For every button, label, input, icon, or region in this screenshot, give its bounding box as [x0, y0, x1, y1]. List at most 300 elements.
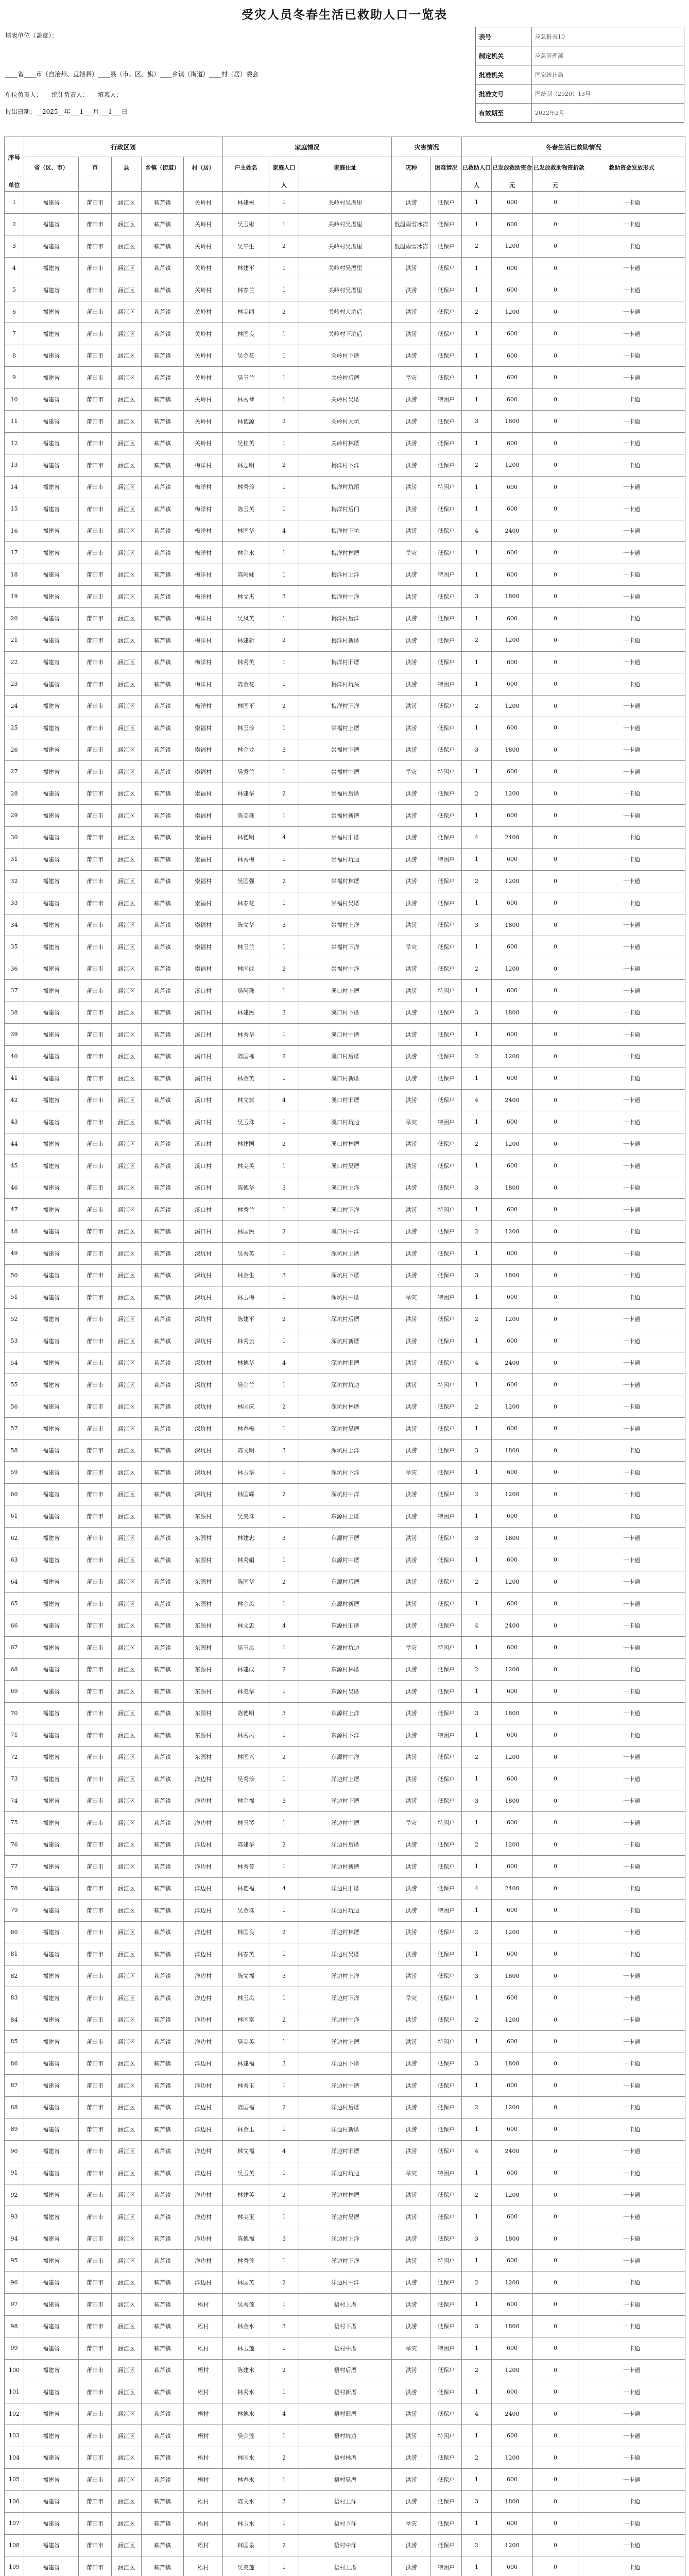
row-cash: 1200 — [492, 630, 533, 652]
row-method: 一卡通 — [578, 213, 685, 235]
row-relief-pop: 1 — [462, 1462, 492, 1484]
row-town: 萩芦镇 — [142, 2556, 184, 2576]
row-province: 福建省 — [24, 2359, 79, 2381]
row-relief-pop: 1 — [462, 1549, 492, 1571]
row-town: 萩芦镇 — [142, 1396, 184, 1418]
row-condition: 低保户 — [431, 586, 462, 608]
row-town: 萩芦镇 — [142, 1352, 184, 1374]
row-seq: 9 — [5, 367, 24, 389]
table-row — [5, 1593, 685, 1615]
row-village: 深坑村 — [184, 1396, 223, 1418]
row-cash: 600 — [492, 1067, 533, 1090]
row-head-name: 林秀兰 — [223, 1199, 269, 1221]
row-province: 福建省 — [24, 1286, 79, 1309]
table-row — [5, 980, 685, 1002]
row-county: 涵江区 — [112, 1155, 142, 1177]
row-county: 涵江区 — [112, 279, 142, 301]
row-condition: 低保户 — [431, 1418, 462, 1440]
row-head-name: 林德水 — [223, 2403, 269, 2425]
row-city: 莆田市 — [79, 2119, 112, 2141]
row-goods: 0 — [533, 2315, 578, 2337]
row-county: 涵江区 — [112, 1243, 142, 1265]
row-relief-pop: 3 — [462, 1790, 492, 1812]
row-address: 洋边村吴厝 — [299, 2206, 392, 2228]
row-village: 梅洋村 — [184, 586, 223, 608]
row-town: 萩芦镇 — [142, 2250, 184, 2272]
row-province: 福建省 — [24, 914, 79, 936]
row-town: 萩芦镇 — [142, 2162, 184, 2184]
row-county: 涵江区 — [112, 1812, 142, 1834]
row-condition: 特困户 — [431, 980, 462, 1002]
row-address: 深坑村下洋 — [299, 1462, 392, 1484]
filling-unit: 填表单位（盖章）： — [5, 32, 58, 39]
row-seq: 48 — [5, 1221, 24, 1243]
row-relief-pop: 3 — [462, 914, 492, 936]
row-seq: 62 — [5, 1527, 24, 1549]
row-seq: 40 — [5, 1045, 24, 1067]
row-family-pop: 4 — [269, 1352, 299, 1374]
row-relief-pop: 2 — [462, 783, 492, 805]
table-row — [5, 2228, 685, 2250]
row-disaster-type: 洪涝 — [392, 192, 431, 214]
row-method: 一卡通 — [578, 849, 685, 871]
row-county: 涵江区 — [112, 2250, 142, 2272]
row-goods: 0 — [533, 2447, 578, 2469]
row-city: 莆田市 — [79, 1900, 112, 1922]
row-cash: 600 — [492, 192, 533, 214]
row-cash: 600 — [492, 1024, 533, 1046]
row-town: 萩芦镇 — [142, 1374, 184, 1396]
row-method: 一卡通 — [578, 2403, 685, 2425]
row-condition: 低保户 — [431, 1527, 462, 1549]
row-county: 涵江区 — [112, 432, 142, 454]
table-row — [5, 564, 685, 586]
row-village: 洋边村 — [184, 2162, 223, 2184]
table-row — [5, 2469, 685, 2491]
row-cash: 1200 — [492, 1045, 533, 1067]
row-method: 一卡通 — [578, 2534, 685, 2556]
row-city: 莆田市 — [79, 739, 112, 761]
row-disaster-type: 洪涝 — [392, 1352, 431, 1374]
table-row — [5, 1418, 685, 1440]
row-seq: 47 — [5, 1199, 24, 1221]
row-relief-pop: 3 — [462, 411, 492, 433]
row-family-pop: 1 — [269, 498, 299, 520]
table-row — [5, 1724, 685, 1747]
row-seq: 72 — [5, 1746, 24, 1768]
row-county: 涵江区 — [112, 1330, 142, 1352]
table-row — [5, 454, 685, 477]
row-address: 洋边村下洋 — [299, 1987, 392, 2009]
row-relief-pop: 4 — [462, 520, 492, 542]
unit-label: 单位 — [5, 178, 24, 192]
row-condition: 低保户 — [431, 1746, 462, 1768]
row-province: 福建省 — [24, 1724, 79, 1747]
row-village: 崇福村 — [184, 717, 223, 739]
row-cash: 1200 — [492, 1746, 533, 1768]
row-county: 涵江区 — [112, 1308, 142, 1330]
row-address: 洋边村后厝 — [299, 2096, 392, 2119]
row-province: 福建省 — [24, 607, 79, 630]
row-city: 莆田市 — [79, 870, 112, 892]
row-seq: 39 — [5, 1024, 24, 1046]
row-goods: 0 — [533, 607, 578, 630]
row-disaster-type: 洪涝 — [392, 2250, 431, 2272]
row-disaster-type: 洪涝 — [392, 1768, 431, 1790]
row-goods: 0 — [533, 761, 578, 783]
table-row — [5, 1637, 685, 1659]
row-seq: 34 — [5, 914, 24, 936]
row-family-pop: 1 — [269, 432, 299, 454]
row-city: 莆田市 — [79, 783, 112, 805]
row-goods: 0 — [533, 630, 578, 652]
row-method: 一卡通 — [578, 411, 685, 433]
row-province: 福建省 — [24, 564, 79, 586]
row-city: 莆田市 — [79, 761, 112, 783]
row-condition: 低保户 — [431, 323, 462, 345]
row-seq: 22 — [5, 651, 24, 673]
header-disaster-type: 灾种 — [392, 157, 431, 178]
row-goods: 0 — [533, 1396, 578, 1418]
row-province: 福建省 — [24, 1943, 79, 1965]
table-row — [5, 1024, 685, 1046]
row-address: 关岭村后厝 — [299, 367, 392, 389]
row-condition: 特困户 — [431, 2031, 462, 2053]
row-method: 一卡通 — [578, 257, 685, 279]
row-family-pop: 1 — [269, 367, 299, 389]
row-goods: 0 — [533, 2469, 578, 2491]
row-cash: 600 — [492, 2337, 533, 2360]
row-village: 梧村 — [184, 2403, 223, 2425]
row-disaster-type: 洪涝 — [392, 2272, 431, 2294]
row-city: 莆田市 — [79, 1221, 112, 1243]
row-cash: 600 — [492, 2162, 533, 2184]
row-relief-pop: 4 — [462, 826, 492, 849]
row-village: 关岭村 — [184, 388, 223, 411]
row-county: 涵江区 — [112, 1286, 142, 1309]
row-condition: 低保户 — [431, 1133, 462, 1155]
row-head-name: 林春水 — [223, 2469, 269, 2491]
row-relief-pop: 1 — [462, 2337, 492, 2360]
row-family-pop: 4 — [269, 520, 299, 542]
row-relief-pop: 2 — [462, 1921, 492, 1943]
row-condition: 低保户 — [431, 1462, 462, 1484]
row-disaster-type: 旱灾 — [392, 2337, 431, 2360]
table-row — [5, 1045, 685, 1067]
row-city: 莆田市 — [79, 1439, 112, 1462]
row-relief-pop: 1 — [462, 1637, 492, 1659]
row-goods: 0 — [533, 1724, 578, 1747]
row-seq: 17 — [5, 542, 24, 564]
row-family-pop: 1 — [269, 607, 299, 630]
row-disaster-type: 洪涝 — [392, 1439, 431, 1462]
row-family-pop: 2 — [269, 1571, 299, 1593]
table-row — [5, 1155, 685, 1177]
table-row — [5, 1877, 685, 1900]
row-cash: 1200 — [492, 2359, 533, 2381]
row-village: 梅洋村 — [184, 498, 223, 520]
row-cash: 600 — [492, 1768, 533, 1790]
row-relief-pop: 1 — [462, 1987, 492, 2009]
row-relief-pop: 1 — [462, 1943, 492, 1965]
row-method: 一卡通 — [578, 1264, 685, 1286]
row-town: 萩芦镇 — [142, 2206, 184, 2228]
row-goods: 0 — [533, 958, 578, 980]
row-cash: 600 — [492, 761, 533, 783]
table-row — [5, 2031, 685, 2053]
row-cash: 600 — [492, 673, 533, 696]
row-seq: 53 — [5, 1330, 24, 1352]
row-province: 福建省 — [24, 279, 79, 301]
row-province: 福建省 — [24, 1308, 79, 1330]
table-row — [5, 1002, 685, 1024]
row-family-pop: 1 — [269, 2119, 299, 2141]
row-seq: 27 — [5, 761, 24, 783]
table-row — [5, 936, 685, 958]
row-city: 莆田市 — [79, 388, 112, 411]
row-goods: 0 — [533, 323, 578, 345]
table-row — [5, 870, 685, 892]
row-family-pop: 1 — [269, 323, 299, 345]
row-method: 一卡通 — [578, 2184, 685, 2206]
row-county: 涵江区 — [112, 2206, 142, 2228]
table-row — [5, 2556, 685, 2576]
row-relief-pop: 1 — [462, 498, 492, 520]
row-village: 洋边村 — [184, 2184, 223, 2206]
header-relief-pop: 已救助人口 — [462, 157, 492, 178]
row-seq: 43 — [5, 1111, 24, 1133]
row-method: 一卡通 — [578, 1439, 685, 1462]
row-family-pop: 2 — [269, 1133, 299, 1155]
header-relief: 冬春生活已救助情况 — [462, 137, 685, 157]
row-town: 萩芦镇 — [142, 1637, 184, 1659]
row-method: 一卡通 — [578, 2447, 685, 2469]
row-city: 莆田市 — [79, 2403, 112, 2425]
row-county: 涵江区 — [112, 1177, 142, 1199]
row-head-name: 林志明 — [223, 454, 269, 477]
row-province: 福建省 — [24, 630, 79, 652]
row-village: 崇福村 — [184, 761, 223, 783]
row-seq: 8 — [5, 345, 24, 367]
table-row — [5, 257, 685, 279]
table-row — [5, 2513, 685, 2535]
row-address: 溪口村中洋 — [299, 1221, 392, 1243]
row-city: 莆田市 — [79, 1812, 112, 1834]
table-row — [5, 2534, 685, 2556]
row-town: 萩芦镇 — [142, 1987, 184, 2009]
row-address: 梧村上厝 — [299, 2294, 392, 2316]
row-city: 莆田市 — [79, 1199, 112, 1221]
row-cash: 1200 — [492, 958, 533, 980]
row-province: 福建省 — [24, 1439, 79, 1462]
row-condition: 低保户 — [431, 345, 462, 367]
row-city: 莆田市 — [79, 2140, 112, 2162]
row-province: 福建省 — [24, 2206, 79, 2228]
row-relief-pop: 1 — [462, 1724, 492, 1747]
row-seq: 103 — [5, 2425, 24, 2447]
row-seq: 50 — [5, 1264, 24, 1286]
row-county: 涵江区 — [112, 213, 142, 235]
row-family-pop: 1 — [269, 2337, 299, 2360]
row-condition: 低保户 — [431, 2184, 462, 2206]
row-head-name: 林国辉 — [223, 1483, 269, 1505]
row-county: 涵江区 — [112, 892, 142, 914]
row-disaster-type: 旱灾 — [392, 1637, 431, 1659]
row-cash: 600 — [492, 1418, 533, 1440]
row-method: 一卡通 — [578, 1221, 685, 1243]
row-relief-pop: 2 — [462, 2447, 492, 2469]
row-province: 福建省 — [24, 2556, 79, 2576]
row-disaster-type: 洪涝 — [392, 2534, 431, 2556]
row-goods: 0 — [533, 1571, 578, 1593]
row-cash: 1800 — [492, 1439, 533, 1462]
row-relief-pop: 2 — [462, 235, 492, 258]
row-goods: 0 — [533, 1111, 578, 1133]
row-city: 莆田市 — [79, 411, 112, 433]
row-head-name: 林金水 — [223, 2315, 269, 2337]
row-goods: 0 — [533, 1133, 578, 1155]
row-seq: 29 — [5, 805, 24, 827]
row-village: 崇福村 — [184, 849, 223, 871]
row-city: 莆田市 — [79, 345, 112, 367]
row-cash: 1800 — [492, 1790, 533, 1812]
row-city: 莆田市 — [79, 1768, 112, 1790]
table-row — [5, 1527, 685, 1549]
row-address: 溪口村下厝 — [299, 1002, 392, 1024]
row-province: 福建省 — [24, 2534, 79, 2556]
row-head-name: 陈美珠 — [223, 805, 269, 827]
row-county: 涵江区 — [112, 1024, 142, 1046]
row-county: 涵江区 — [112, 739, 142, 761]
row-method: 一卡通 — [578, 1067, 685, 1090]
row-cash: 1200 — [492, 1308, 533, 1330]
row-town: 萩芦镇 — [142, 1264, 184, 1286]
row-condition: 低保户 — [431, 1702, 462, 1724]
header-goods: 已发放救助物资折款 — [533, 157, 578, 178]
row-town: 萩芦镇 — [142, 235, 184, 258]
row-head-name: 林德华 — [223, 1352, 269, 1374]
row-relief-pop: 3 — [462, 2228, 492, 2250]
row-family-pop: 3 — [269, 586, 299, 608]
row-city: 莆田市 — [79, 1527, 112, 1549]
info-value: 2022年2月 — [532, 104, 684, 123]
row-disaster-type: 洪涝 — [392, 2096, 431, 2119]
row-head-name: 林秀云 — [223, 1330, 269, 1352]
row-goods: 0 — [533, 2556, 578, 2576]
row-city: 莆田市 — [79, 1089, 112, 1111]
row-goods: 0 — [533, 2162, 578, 2184]
row-goods: 0 — [533, 2053, 578, 2075]
row-city: 莆田市 — [79, 2447, 112, 2469]
row-city: 莆田市 — [79, 367, 112, 389]
row-goods: 0 — [533, 739, 578, 761]
row-village: 关岭村 — [184, 323, 223, 345]
row-method: 一卡通 — [578, 1505, 685, 1528]
row-head-name: 林国泉 — [223, 2534, 269, 2556]
row-county: 涵江区 — [112, 323, 142, 345]
row-goods: 0 — [533, 936, 578, 958]
row-seq: 54 — [5, 1352, 24, 1374]
row-seq: 24 — [5, 695, 24, 717]
row-condition: 特困户 — [431, 1286, 462, 1309]
row-family-pop: 1 — [269, 542, 299, 564]
row-relief-pop: 2 — [462, 1396, 492, 1418]
row-goods: 0 — [533, 1439, 578, 1462]
row-head-name: 林国水 — [223, 2447, 269, 2469]
row-relief-pop: 1 — [462, 849, 492, 871]
row-cash: 1800 — [492, 739, 533, 761]
row-goods: 0 — [533, 1418, 578, 1440]
row-province: 福建省 — [24, 1418, 79, 1440]
row-family-pop: 2 — [269, 1746, 299, 1768]
row-goods: 0 — [533, 1374, 578, 1396]
row-condition: 低保户 — [431, 1024, 462, 1046]
row-head-name: 林美丽 — [223, 301, 269, 323]
row-method: 一卡通 — [578, 586, 685, 608]
row-address: 崇福村旧厝 — [299, 826, 392, 849]
row-village: 关岭村 — [184, 279, 223, 301]
row-town: 萩芦镇 — [142, 1900, 184, 1922]
row-seq: 57 — [5, 1418, 24, 1440]
row-county: 涵江区 — [112, 1965, 142, 1987]
row-goods: 0 — [533, 586, 578, 608]
row-county: 涵江区 — [112, 695, 142, 717]
row-province: 福建省 — [24, 2228, 79, 2250]
row-cash: 600 — [492, 498, 533, 520]
row-county: 涵江区 — [112, 2469, 142, 2491]
row-condition: 低保户 — [431, 1243, 462, 1265]
row-disaster-type: 洪涝 — [392, 498, 431, 520]
row-town: 萩芦镇 — [142, 1768, 184, 1790]
row-disaster-type: 洪涝 — [392, 2031, 431, 2053]
table-row — [5, 2009, 685, 2031]
row-goods: 0 — [533, 1593, 578, 1615]
row-disaster-type: 旱灾 — [392, 367, 431, 389]
row-city: 莆田市 — [79, 498, 112, 520]
row-method: 一卡通 — [578, 1615, 685, 1637]
row-goods: 0 — [533, 564, 578, 586]
row-method: 一卡通 — [578, 1877, 685, 1900]
row-disaster-type: 洪涝 — [392, 2403, 431, 2425]
row-method: 一卡通 — [578, 1527, 685, 1549]
row-village: 东源村 — [184, 1658, 223, 1681]
row-town: 萩芦镇 — [142, 345, 184, 367]
row-method: 一卡通 — [578, 2294, 685, 2316]
row-disaster-type: 洪涝 — [392, 1243, 431, 1265]
row-cash: 600 — [492, 2556, 533, 2576]
row-relief-pop: 3 — [462, 2315, 492, 2337]
row-village: 洋边村 — [184, 1900, 223, 1922]
row-province: 福建省 — [24, 2140, 79, 2162]
row-town: 萩芦镇 — [142, 279, 184, 301]
report-date: 报出日期：__2025__年___1___月___1___日 — [5, 108, 128, 115]
row-county: 涵江区 — [112, 1111, 142, 1133]
row-family-pop: 2 — [269, 1045, 299, 1067]
row-province: 福建省 — [24, 2119, 79, 2141]
table-row — [5, 2315, 685, 2337]
row-address: 关岭村大坑 — [299, 411, 392, 433]
row-city: 莆田市 — [79, 936, 112, 958]
row-disaster-type: 洪涝 — [392, 520, 431, 542]
row-town: 萩芦镇 — [142, 958, 184, 980]
row-town: 萩芦镇 — [142, 630, 184, 652]
row-county: 涵江区 — [112, 1724, 142, 1747]
row-address: 梧村新厝 — [299, 2381, 392, 2403]
row-method: 一卡通 — [578, 1002, 685, 1024]
row-relief-pop: 4 — [462, 1615, 492, 1637]
row-goods: 0 — [533, 1352, 578, 1374]
header-cash: 已发放救助资金 — [492, 157, 533, 178]
